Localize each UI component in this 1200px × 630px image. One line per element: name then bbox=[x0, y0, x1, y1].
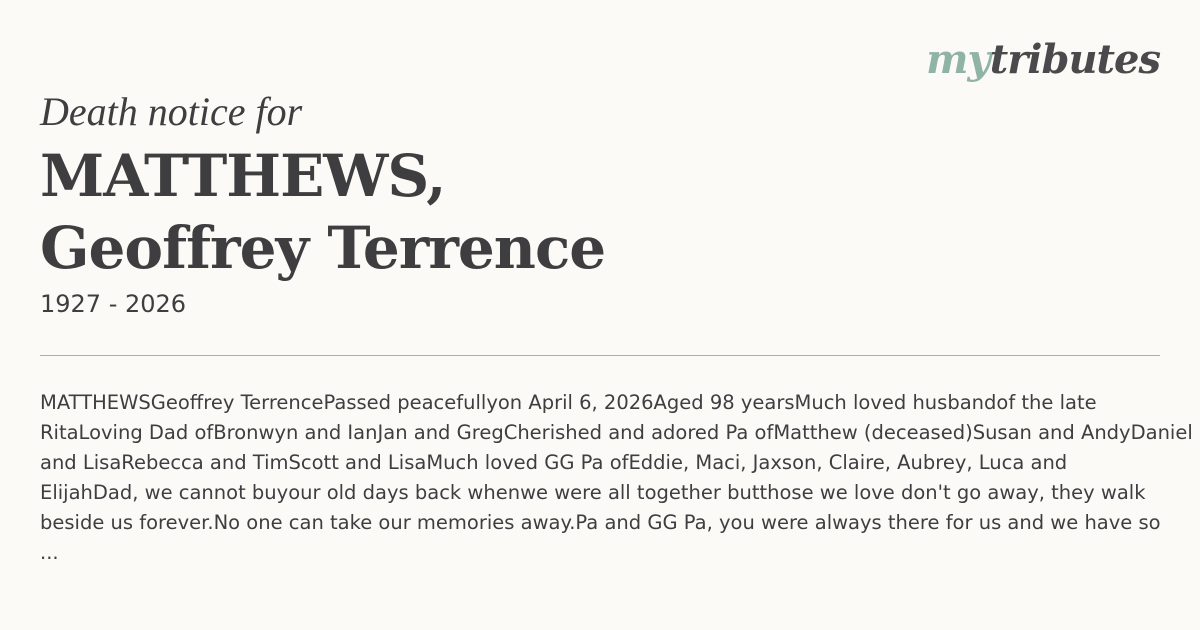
logo-tributes-text: tributes bbox=[989, 36, 1160, 83]
mytributes-logo[interactable] bbox=[926, 36, 1160, 83]
deceased-surname: MATTHEWS, bbox=[40, 142, 446, 210]
life-years: 1927 - 2026 bbox=[40, 290, 187, 318]
notice-type-label: Death notice for bbox=[40, 89, 303, 134]
divider bbox=[40, 355, 1160, 356]
deceased-given-names: Geoffrey Terrence bbox=[40, 214, 606, 282]
notice-body-text: MATTHEWSGeoffrey TerrencePassed peacefullyon April 6, 2026Aged 98 yearsMuch loved husbandof the late RitaLoving Dad ofBronwyn and IanJan and GregCherished and adored Pa ofMatthew (deceased)Susan and AndyDaniel and LisaRebecca and TimScott and LisaMuch loved GG Pa ofEddie, Maci, Jaxson, Claire, Aubrey, Luca and ElijahDad, we cannot buyour old days back whenwe were all together butthose we love don't go away, they walk beside us forever.No one can take our memories away.Pa and GG Pa, you were always there for us and we have so ... bbox=[40, 391, 1193, 564]
deceased-name bbox=[40, 140, 605, 284]
logo-my-text: my bbox=[926, 36, 990, 83]
